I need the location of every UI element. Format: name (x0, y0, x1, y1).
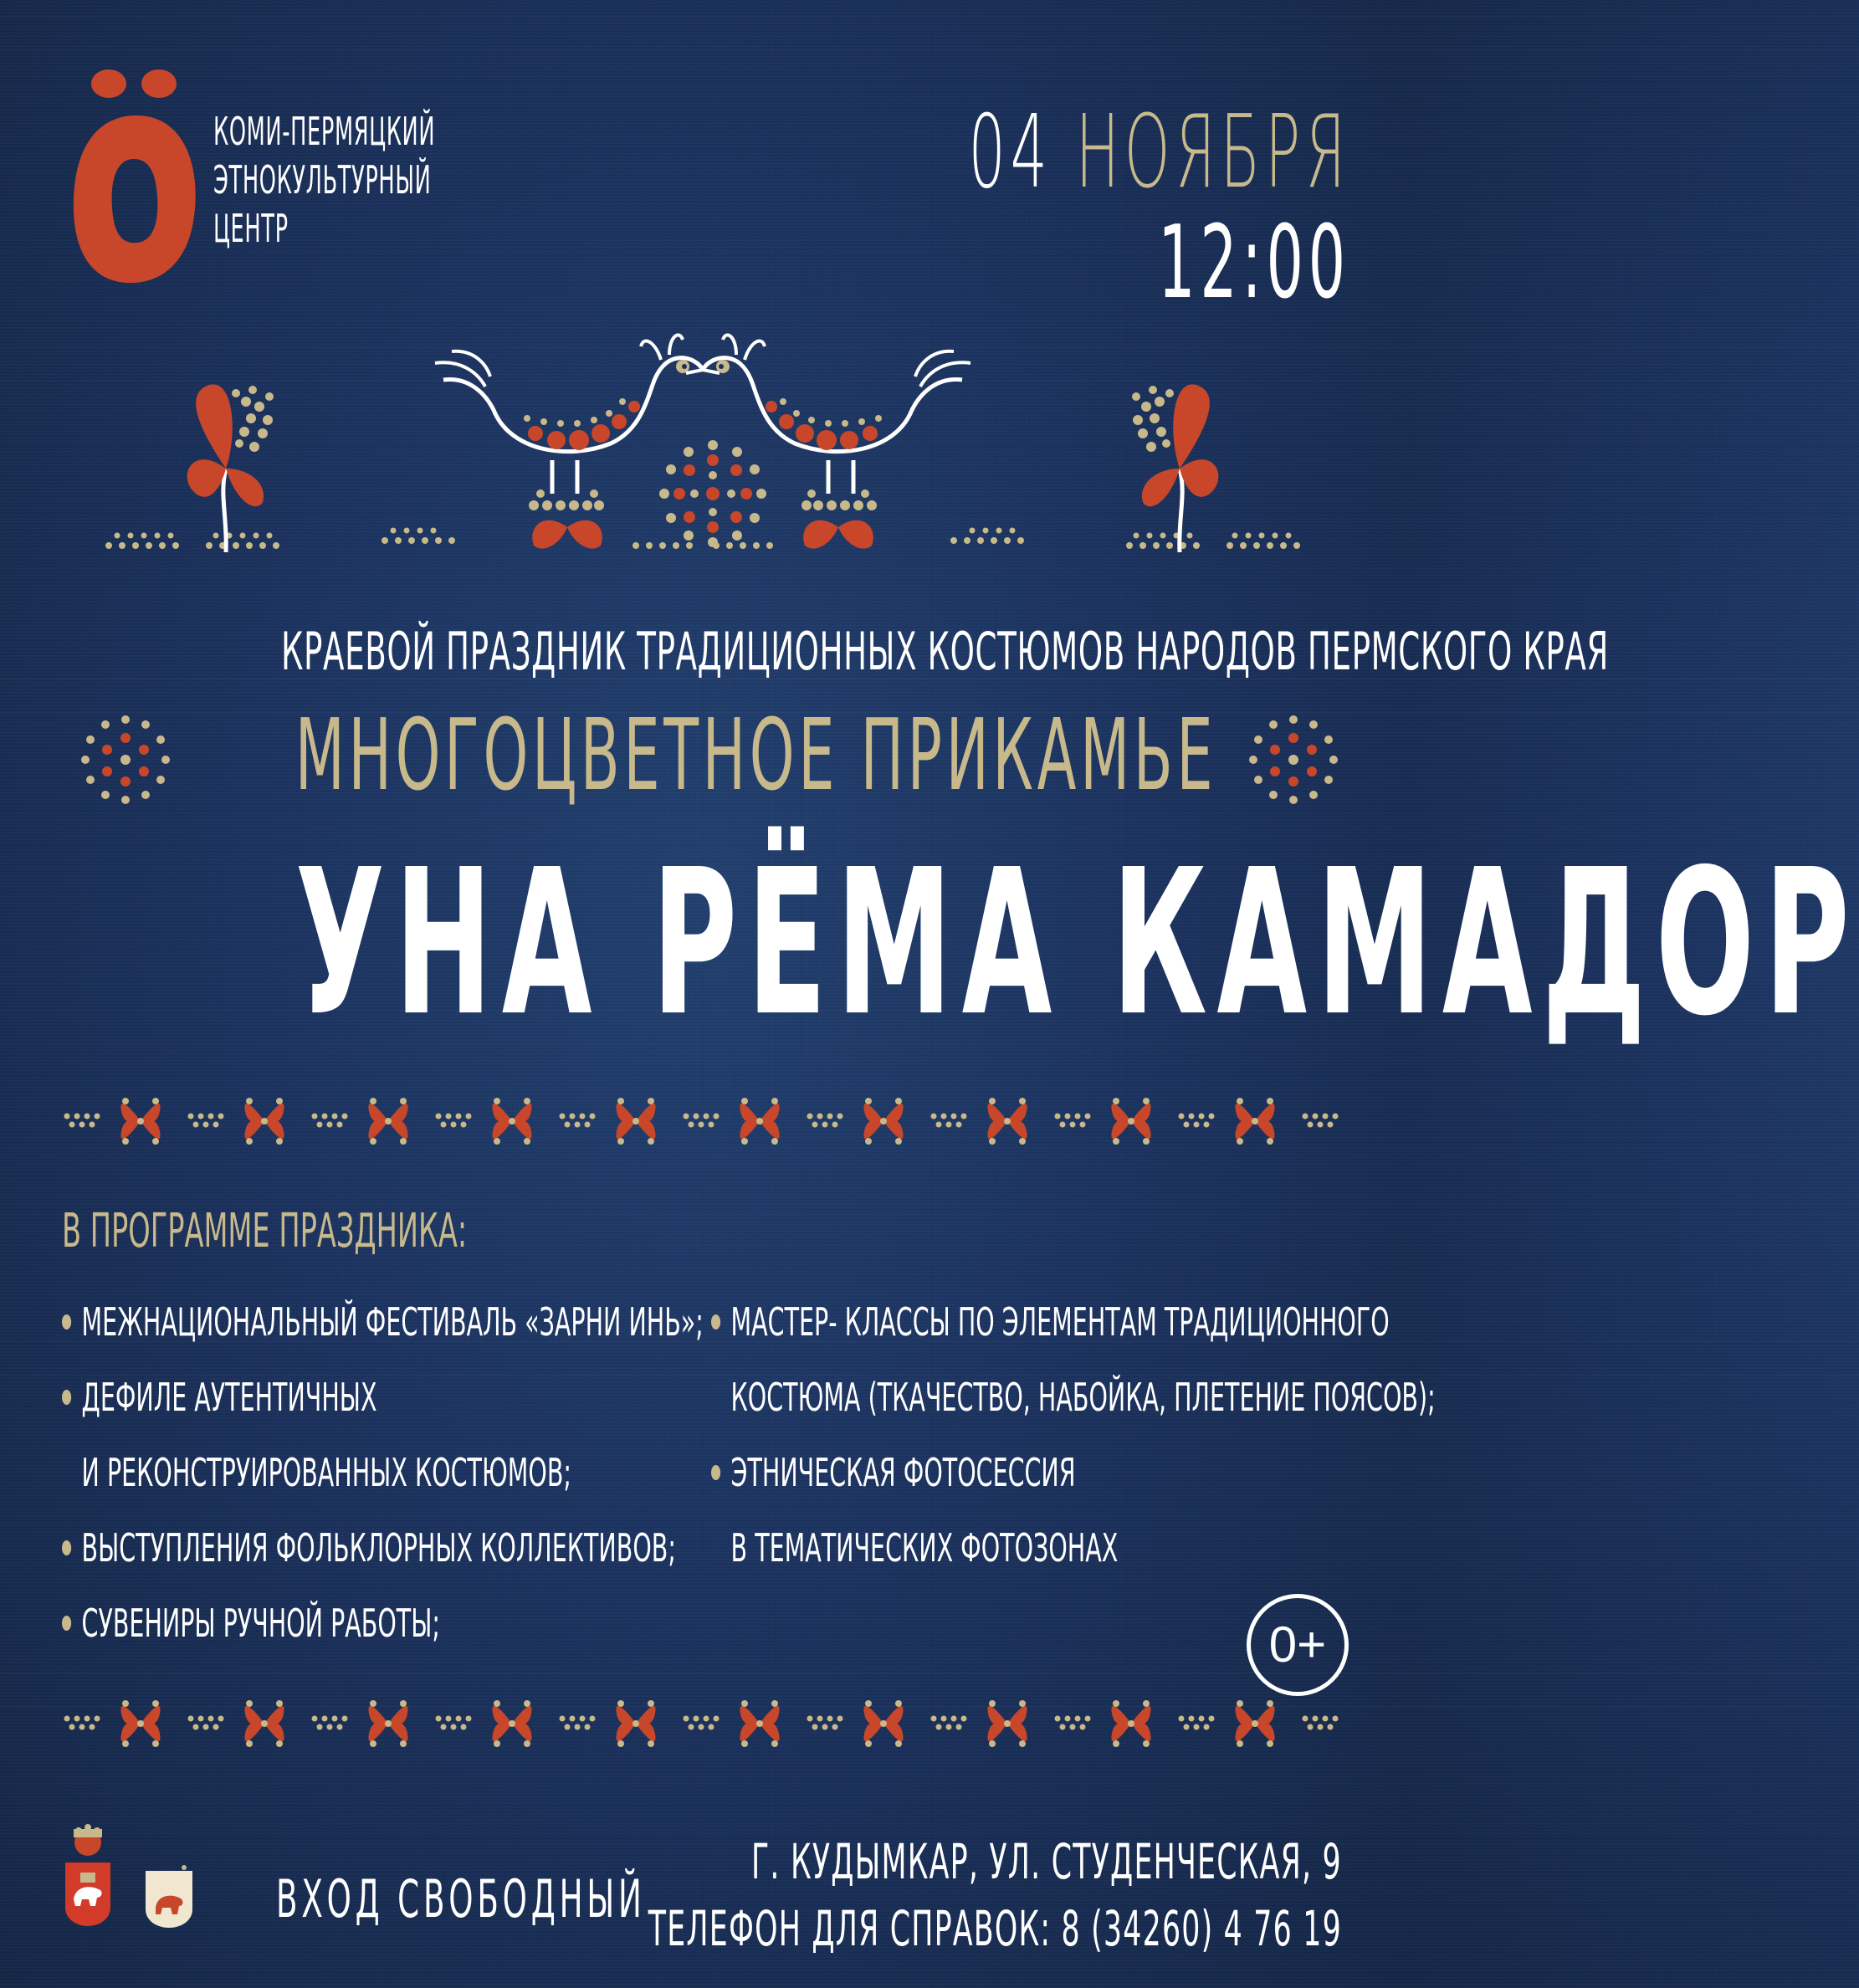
program-item (62, 1360, 704, 1510)
folk-ornament (0, 326, 1406, 594)
ornament-motif (436, 1700, 532, 1747)
flower-icon (187, 384, 274, 552)
program-item (711, 1284, 1436, 1435)
free-entry-label: ВХОД СВОБОДНЫЙ (276, 1868, 646, 1929)
ornament-motif (560, 1700, 656, 1747)
organizer-line: КОМИ-ПЕРМЯЦКИЙ (213, 109, 436, 154)
program-item-text: МАСТЕР- КЛАССЫ ПО ЭЛЕМЕНТАМ ТРАДИЦИОННОГО (730, 1299, 1390, 1345)
program-item-text: ВЫСТУПЛЕНИЯ ФОЛЬКЛОРНЫХ КОЛЛЕКТИВОВ; (81, 1525, 676, 1570)
event-day: 04 (968, 95, 1052, 211)
program-item (62, 1586, 704, 1661)
bullet-icon (62, 1616, 71, 1631)
ornament-motif (312, 1700, 408, 1747)
kudymkar-coat-of-arms-icon (144, 1862, 194, 1929)
program-item-text: ЭТНИЧЕСКАЯ ФОТОСЕССИЯ (730, 1450, 1076, 1495)
flower-icon (1132, 384, 1218, 552)
perm-krai-coat-of-arms-icon (62, 1824, 114, 1928)
venue-address: Г. КУДЫМКАР, УЛ. СТУДЕНЧЕСКАЯ, 9 (751, 1833, 1342, 1890)
bullet-icon (62, 1390, 71, 1405)
bird-icon (686, 335, 970, 548)
contact-phone: ТЕЛЕФОН ДЛЯ СПРАВОК: 8 (34260) 4 76 19 (648, 1900, 1342, 1957)
program-item-text: И РЕКОНСТРУИРОВАННЫХ КОСТЮМОВ; (81, 1450, 572, 1495)
bullet-icon (711, 1314, 720, 1330)
ornament-motif (560, 1098, 656, 1145)
bullet-icon (711, 1465, 720, 1480)
ornament-motif (1055, 1098, 1151, 1145)
event-date (968, 95, 1350, 211)
event-time: 12:00 (1158, 205, 1350, 321)
ornament-motif (64, 1098, 161, 1145)
bullet-icon (62, 1314, 71, 1330)
bullet-icon (62, 1540, 71, 1555)
ornament-motif (1055, 1700, 1151, 1747)
program-item (711, 1435, 1436, 1586)
ornament-motif (1179, 1098, 1275, 1145)
ornament-motif (931, 1098, 1027, 1145)
program-item (62, 1510, 704, 1586)
organizer-logo-icon (67, 65, 201, 291)
ornament-motif (931, 1700, 1027, 1747)
rosette-icon (75, 710, 176, 810)
ornament-motif (807, 1700, 904, 1747)
program-item-text: МЕЖНАЦИОНАЛЬНЫЙ ФЕСТИВАЛЬ «ЗАРНИ ИНЬ»; (81, 1299, 704, 1345)
ornament-motif (684, 1700, 780, 1747)
festival-name: МНОГОЦВЕТНОЕ ПРИКАМЬЕ (294, 697, 1217, 812)
program-item-text: СУВЕНИРЫ РУЧНОЙ РАБОТЫ; (81, 1601, 440, 1646)
age-rating-badge: 0+ (1247, 1594, 1349, 1696)
rosette-icon (1243, 710, 1344, 810)
ornament-border (59, 1088, 1347, 1155)
main-title: УНА РЁМА КАМАДОР (294, 826, 1859, 1060)
ground-dots (105, 528, 1300, 550)
ornament-motif (684, 1098, 780, 1145)
organizer-line: ЦЕНТР (213, 206, 289, 251)
venue-info (648, 1828, 1342, 1962)
rosette-icon (659, 440, 766, 547)
organizer-name (213, 107, 435, 253)
ornament-border (59, 1690, 1347, 1757)
program-list-right (711, 1284, 1436, 1586)
program-item-text: В ТЕМАТИЧЕСКИХ ФОТОЗОНАХ (730, 1525, 1119, 1570)
program-item-text: ДЕФИЛЕ АУТЕНТИЧНЫХ (81, 1375, 377, 1420)
program-item-text: КОСТЮМА (ТКАЧЕСТВО, НАБОЙКА, ПЛЕТЕНИЕ ПОЯСОВ); (730, 1375, 1436, 1420)
program-list-left (62, 1284, 704, 1661)
ornament-motif (1303, 1114, 1339, 1128)
program-item (62, 1284, 704, 1360)
program-heading: В ПРОГРАММЕ ПРАЗДНИКА: (62, 1204, 468, 1258)
ornament-motif (436, 1098, 532, 1145)
ornament-motif (1303, 1716, 1339, 1730)
event-month: НОЯБРЯ (1075, 95, 1350, 211)
event-subtitle: КРАЕВОЙ ПРАЗДНИК ТРАДИЦИОННЫХ КОСТЮМОВ НАРОДОВ ПЕРМСКОГО КРАЯ (280, 621, 1609, 682)
ornament-motif (64, 1700, 161, 1747)
ornament-motif (188, 1700, 284, 1747)
bird-icon (435, 335, 720, 548)
ornament-motif (312, 1098, 408, 1145)
ornament-motif (807, 1098, 904, 1145)
ornament-motif (1179, 1700, 1275, 1747)
ornament-motif (188, 1098, 284, 1145)
organizer-line: ЭТНОКУЛЬТУРНЫЙ (213, 157, 432, 202)
